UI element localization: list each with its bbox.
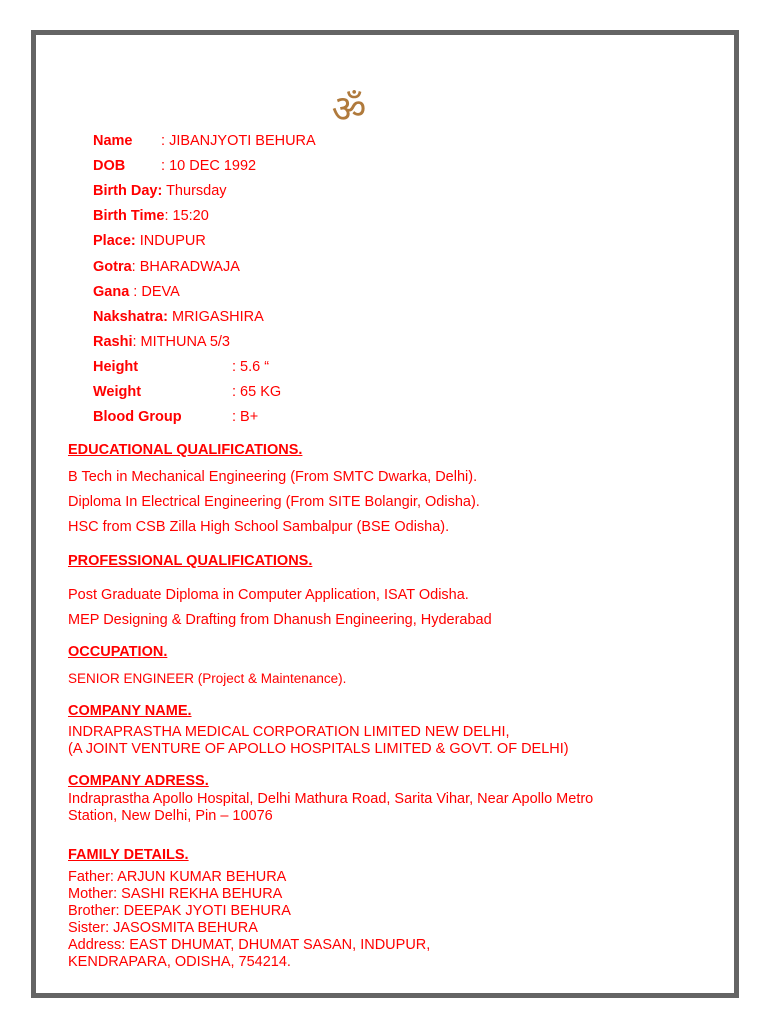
address-heading: COMPANY ADRESS.	[68, 773, 209, 789]
address-line: Station, New Delhi, Pin – 10076	[68, 808, 273, 824]
family-line: Mother: SASHI REKHA BEHURA	[68, 886, 283, 902]
company-line: INDRAPRASTHA MEDICAL CORPORATION LIMITED NEW DELHI,	[68, 724, 510, 740]
info-blood-group	[93, 408, 259, 426]
label-rashi: Rashi	[93, 334, 133, 350]
family-line: KENDRAPARA, ODISHA, 754214.	[68, 954, 291, 970]
info-gotra	[93, 258, 240, 276]
value-dob: : 10 DEC 1992	[161, 158, 257, 174]
label-place: Place:	[93, 233, 136, 249]
label-height: Height	[93, 359, 139, 375]
label-nakshatra: Nakshatra:	[93, 309, 168, 325]
value-birth-day: Thursday	[166, 183, 227, 199]
family-line: Father: ARJUN KUMAR BEHURA	[68, 869, 287, 885]
value-height: : 5.6 “	[232, 359, 270, 375]
family-line: Address: EAST DHUMAT, DHUMAT SASAN, INDUPUR,	[68, 937, 431, 953]
value-nakshatra: MRIGASHIRA	[171, 309, 264, 325]
family-heading: FAMILY DETAILS.	[68, 847, 189, 863]
info-gana	[93, 283, 180, 301]
label-dob: DOB	[93, 158, 126, 174]
label-birth-day: Birth Day:	[93, 183, 163, 199]
info-name	[93, 132, 316, 150]
professional-heading: PROFESSIONAL QUALIFICATIONS.	[68, 553, 313, 569]
value-gotra: : BHARADWAJA	[131, 259, 240, 275]
info-nakshatra	[93, 308, 264, 326]
company-line: (A JOINT VENTURE OF APOLLO HOSPITALS LIMITED & GOVT. OF DELHI)	[68, 741, 569, 757]
info-height	[93, 358, 270, 376]
professional-item: MEP Designing & Drafting from Dhanush Engineering, Hyderabad	[68, 612, 492, 628]
education-heading: EDUCATIONAL QUALIFICATIONS.	[68, 442, 303, 458]
education-item: B Tech in Mechanical Engineering (From SMTC Dwarka, Delhi).	[68, 469, 478, 485]
info-weight	[93, 383, 282, 401]
info-place	[93, 232, 206, 250]
info-dob	[93, 157, 257, 175]
value-rashi: : MITHUNA 5/3	[132, 334, 230, 350]
label-gotra: Gotra	[93, 259, 132, 275]
occupation-heading: OCCUPATION.	[68, 644, 168, 660]
value-weight: : 65 KG	[232, 384, 282, 400]
occupation-value: SENIOR ENGINEER (Project & Maintenance).	[68, 671, 347, 686]
education-item: HSC from CSB Zilla High School Sambalpur (BSE Odisha).	[68, 519, 450, 535]
info-birth-day	[93, 182, 227, 200]
info-birth-time	[93, 207, 209, 225]
family-line: Sister: JASOSMITA BEHURA	[68, 920, 258, 936]
label-birth-time: Birth Time	[93, 208, 165, 224]
info-rashi	[93, 333, 230, 351]
label-blood-group: Blood Group	[93, 409, 182, 425]
om-symbol-icon: ॐ	[331, 87, 367, 131]
value-gana: : DEVA	[129, 284, 180, 300]
family-line: Brother: DEEPAK JYOTI BEHURA	[68, 903, 291, 919]
professional-item: Post Graduate Diploma in Computer Application, ISAT Odisha.	[68, 587, 469, 603]
company-heading: COMPANY NAME.	[68, 703, 192, 719]
value-place: INDUPUR	[139, 233, 206, 249]
value-birth-time: : 15:20	[164, 208, 209, 224]
education-item: Diploma In Electrical Engineering (From SITE Bolangir, Odisha).	[68, 494, 480, 510]
label-name: Name	[93, 133, 133, 149]
value-name: : JIBANJYOTI BEHURA	[161, 133, 316, 149]
address-line: Indraprastha Apollo Hospital, Delhi Mathura Road, Sarita Vihar, Near Apollo Metro	[68, 791, 594, 807]
label-gana: Gana	[93, 284, 130, 300]
label-weight: Weight	[93, 384, 142, 400]
value-blood-group: : B+	[232, 409, 259, 425]
